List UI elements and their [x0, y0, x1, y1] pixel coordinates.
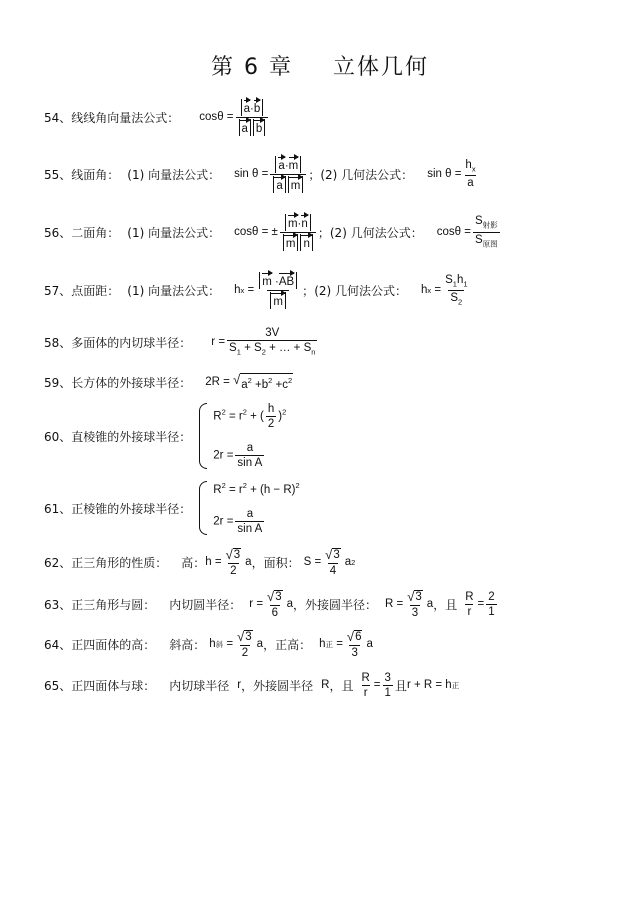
formula-57: 57、点面距： (1) 向量法公式： h x = $\frac{m \cdot AB}{m}$ ； (2) 几何法公式： h x = $\frac{S_1h_1}{S_2}$ — [44, 270, 620, 310]
formula-62: 62、正三角形的性质： 高： h = √ 3 2 a ，面积： S = √ 3 4 a 2 — [44, 546, 356, 577]
formula-60: 60、直棱锥的外接球半径： $R^2 = r^2$ + ( $\frac{h}{2}$ )$^2$ 2r = $\frac{a}{\text{sin A}}$ — [44, 403, 287, 469]
formula-63: 63、正三角形与圆： 内切圆半径： r = √ 3 6 a ，外接圆半径： R = √ 3 3 a ，且 $\frac{R}{r}$ = $\frac{2}{1}$ — [44, 588, 495, 619]
formula-65: 65、正四面体与球： 内切球半径 r ，外接圆半径 R ，且 $\frac{R}{r}$ = $\frac{3}{1}$ 且 r + R = h 正 — [44, 671, 460, 699]
formula-54: 54、线线角向量法公式： cos θ = $\frac{a\cdot b}{\text{a b}}$ — [44, 100, 620, 134]
formula-55: 55、线面角： (1) 向量法公式： sin θ = $\frac{a\cdot m}{\text{a m}}$ ； (2) 几何法公式： sin θ = $\frac{h_x}{a}$ — [44, 156, 620, 192]
formula-56: 56、二面角： (1) 向量法公式： cos θ = ± $\frac{m\cdot n}{\text{m n}}$ ； (2) 几何法公式： cos θ = $\frac{S_{射影}}{S_{原图}}$ — [44, 215, 498, 250]
formula-59: 59、长方体的外接球半径： 2R = √ $a^2 +b^2 +c^2$ — [44, 371, 293, 391]
formula-61: 61、正棱锥的外接球半径： $R^2 = r^2 + (h - R)^2$ 2r = $\frac{a}{\text{sin A}}$ — [44, 481, 300, 535]
formula-58: 58、多面体的内切球半径： r = $\frac{3V}{S_1 + S_2 + \dots + S_n}$ — [44, 327, 316, 357]
page-title: 第 6 章 立体几何 — [211, 55, 429, 80]
formula-54-math: cos θ = $\frac{a\cdot b}{\text{a b}}$ — [199, 99, 270, 136]
formula-64: 64、正四面体的高： 斜高： h 斜 = √ 3 2 a ，正高： h 正 = √ 6 3 a — [44, 628, 373, 659]
